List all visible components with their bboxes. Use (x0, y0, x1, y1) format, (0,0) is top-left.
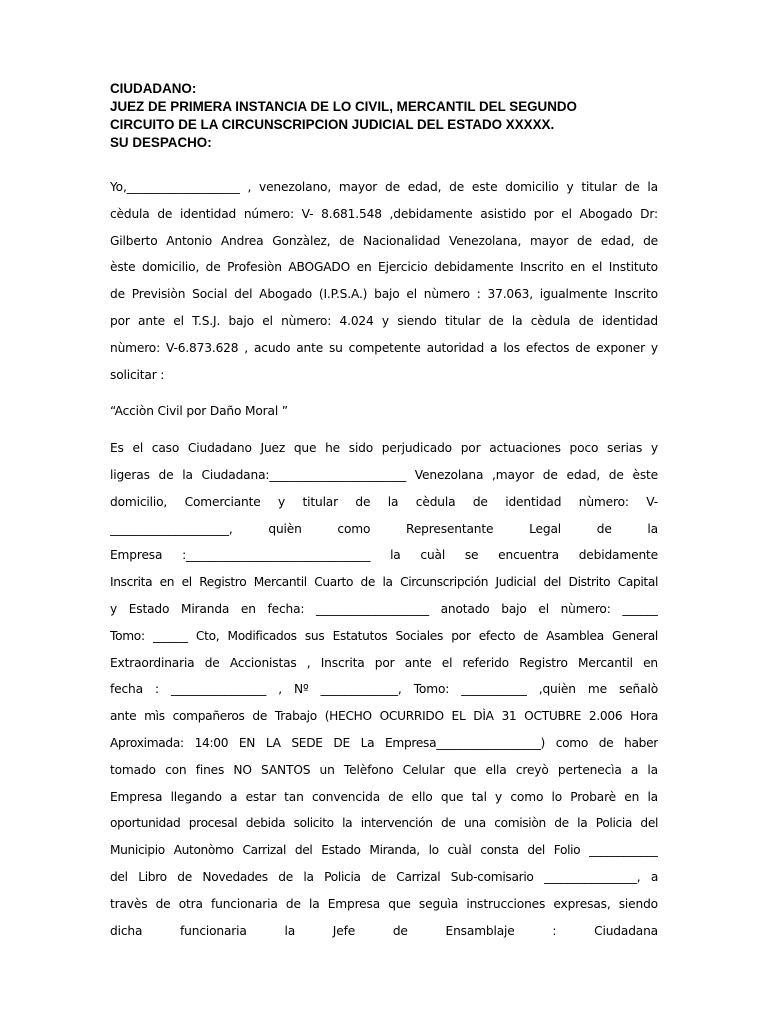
text-line: cèdula de identidad número: V- 8.681.548 ,debidamente asistido por el Abogado Dr: (110, 206, 658, 221)
text-line: tomado con fines NO SANTOS un Telèfono Celular que ella creyò pertenecìa a la (110, 762, 658, 777)
text-line: Tomo: ______ Cto, Modificados sus Estatutos Sociales por efecto de Asamblea General (110, 628, 658, 643)
text-line: èste domicilio, de Profesiòn ABOGADO en Ejercicio debidamente Inscrito en el Instituto (110, 260, 658, 275)
text-line: Es el caso Ciudadano Juez que he sido perjudicado por actuaciones poco serias y (110, 441, 658, 456)
text-line: Yo,___________________ , venezolano, mayor de edad, de este domicilio y titular de la (110, 180, 658, 194)
court-circuit-line: CIRCUITO DE LA CIRCUNSCRIPCION JUDICIAL DEL ESTADO XXXXX. (110, 117, 555, 132)
text-line: de Previsiòn Social del Abogado (I.P.S.A.) bajo el nùmero : 37.063, igualmente Inscrito (110, 287, 658, 302)
text-line: domicilio, Comerciante y titular de la cèdula de identidad nùmero: V- (110, 494, 658, 509)
text-line: Gilberto Antonio Andrea Gonzàlez, de Nacionalidad Venezolana, mayor de edad, de (110, 233, 658, 248)
salutation-line: SU DESPACHO: (110, 135, 212, 150)
text-line: por ante el T.S.J. bajo el nùmero: 4.024 y siendo titular de la cèdula de identidad (110, 313, 658, 328)
text-line: del Libro de Novedades de la Policia de Carrizal Sub-comisario ________________, a (110, 869, 658, 884)
addressee-line: CIUDADANO: (110, 81, 197, 96)
text-line: Aproximada: 14:00 EN LA SEDE DE La Empresa__________________) como de haber (110, 735, 658, 750)
text-line: y Estado Miranda en fecha: ___________________ anotado bajo el nùmero: ______ (110, 601, 658, 616)
text-line: ligeras de la Ciudadana:_______________________ Venezolana ,mayor de edad, de èste (110, 467, 658, 482)
text-line: “Acciòn Civil por Daño Moral ” (110, 404, 288, 419)
text-line: Empresa llegando a estar tan convencida de ello que tal y como lo Probarè en la (110, 789, 658, 804)
text-line: Extraordinaria de Accionistas , Inscrita por ante el referido Registro Mercantil en (110, 655, 658, 670)
text-line: Municipio Autonòmo Carrizal del Estado Miranda, lo cuàl consta del Folio ____________ (110, 843, 658, 858)
text-line: Inscrita en el Registro Mercantil Cuarto de la Circunscripción Judicial del Distrito Capital (110, 575, 658, 590)
text-line: Empresa :_______________________________ la cuàl se encuentra debidamente (110, 548, 658, 563)
paragraph-facts (110, 435, 658, 944)
text-line: dicha funcionaria la Jefe de Ensamblaje : Ciudadana (110, 923, 658, 938)
document-page (110, 80, 658, 944)
paragraph-introduction (110, 174, 658, 388)
action-title (110, 398, 658, 425)
text-line: solicitar : (110, 367, 165, 382)
text-line: travès de otra funcionaria de la Empresa que seguìa instrucciones expresas, siendo (110, 896, 658, 911)
text-line: ____________________, quièn como Representante Legal de la (110, 521, 658, 536)
text-line: oportunidad procesal debida solicito la intervención de una comisiòn de la Policia del (110, 816, 658, 831)
text-line: ante mìs compañeros de Trabajo (HECHO OCURRIDO EL DÌA 31 OCTUBRE 2.006 Hora (110, 709, 658, 724)
document-header (110, 80, 658, 152)
text-line: fecha : ________________ , Nº _____________, Tomo: ___________ ,quièn me señalò (110, 682, 658, 697)
text-line: nùmero: V-6.873.628 , acudo ante su competente autoridad a los efectos de exponer y (110, 340, 658, 355)
judge-title-line: JUEZ DE PRIMERA INSTANCIA DE LO CIVIL, MERCANTIL DEL SEGUNDO (110, 99, 577, 114)
